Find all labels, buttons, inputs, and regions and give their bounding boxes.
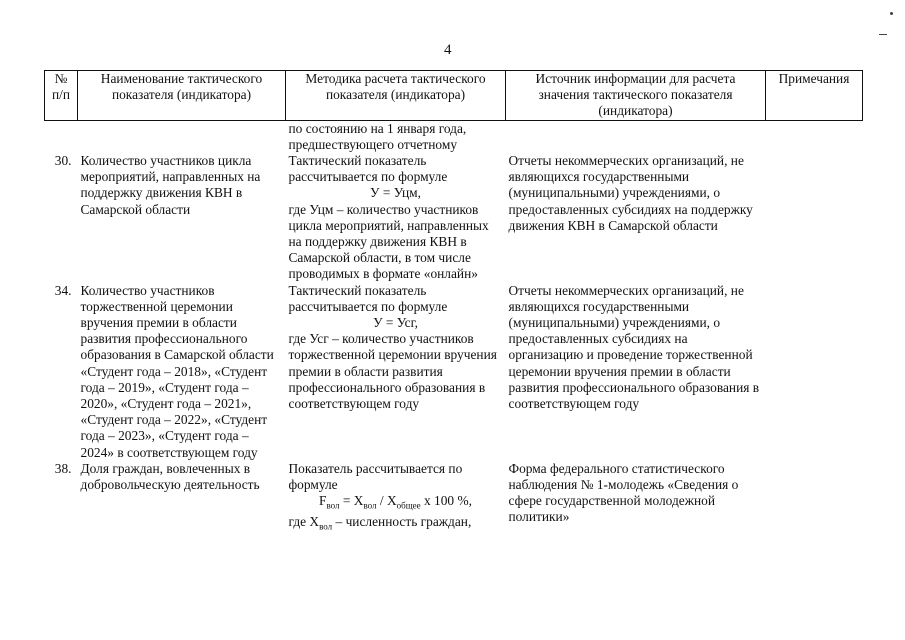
method-where: где Уцм – количество участников цикла мероприятий, направленных на поддержку движения КВН в Самарской области, в том числе проводимых в формате «онлайн»	[288, 201, 489, 282]
method-cell	[286, 153, 506, 283]
header-name: Наименование тактического показателя (индикатора)	[78, 71, 286, 121]
method-where: где Усг – количество участников торжественной церемонии вручения премии в области развития профессионального образования в соответствующем году	[288, 331, 497, 412]
method-intro: Тактический показатель рассчитывается по формуле	[288, 153, 448, 185]
header-notes: Примечания	[766, 71, 863, 121]
note-cell	[766, 283, 863, 461]
header-num: № п/п	[45, 71, 78, 121]
formula: У = Усг,	[373, 315, 418, 331]
scan-artifact-dot	[890, 12, 893, 15]
formula: У = Уцм,	[369, 185, 422, 201]
continuation-method: по состоянию на 1 января года, предшествующего отчетному	[288, 120, 467, 152]
indicator-name: Доля граждан, вовлеченных в добровольческую деятельность	[80, 460, 260, 493]
source-cell: Отчеты некоммерческих организаций, не являющихся государственными (муниципальными) учреждениями, о предоставленных субсидиях на организацию и проведение торжественной церемонии вручения премии в области развития профессионального образования в соответствующем году	[508, 282, 760, 412]
source-cell: Отчеты некоммерческих организаций, не являющихся государственными (муниципальными) учреждениями, о предоставленных субсидиях на поддержку движения КВН в Самарской области	[508, 153, 753, 233]
indicator-name: Количество участников торжественной церемонии вручения премии в области развития профессионального образования в Самарской области «Студент года – 2018», «Студент года – 2019», «Студент года – 2020», «Студент года – 2021», «Студент года – 2022», «Студент года – 2023», «Студент года – 2024» в соответствующем году	[80, 282, 274, 460]
method-intro: Тактический показатель рассчитывается по формуле	[288, 282, 448, 314]
method-cell	[286, 461, 506, 535]
note-cell	[766, 153, 863, 283]
table-row	[45, 153, 863, 283]
page-number: 4	[444, 42, 452, 58]
note-cell	[766, 461, 863, 535]
row-number: 34.	[54, 282, 72, 298]
table-header-row	[45, 71, 863, 121]
indicators-table	[44, 70, 863, 535]
header-source: Источник информации для расчета значения тактического показателя (индикатора)	[506, 71, 766, 121]
table-row	[45, 283, 863, 461]
header-method: Методика расчета тактического показателя (индикатора)	[286, 71, 506, 121]
method-cell	[286, 283, 506, 461]
indicator-name: Количество участников цикла мероприятий, направленных на поддержку движения КВН в Самарской области	[80, 153, 261, 217]
table-row-continuation	[45, 120, 863, 153]
method-intro: Показатель рассчитывается по формуле	[288, 460, 463, 493]
method-where: где $X_{вол}$ – численность граждан,	[288, 514, 472, 532]
row-number: 30.	[54, 153, 72, 169]
source-cell: Форма федерального статистического наблюдения № 1-молодежь «Сведения о сфере государственной молодежной политики»	[508, 460, 739, 525]
row-number: 38.	[54, 460, 72, 476]
formula: $F_{вол} = X_{вол} / X_{общее}$ x 100 %,	[319, 493, 472, 511]
table-row	[45, 461, 863, 535]
scan-artifact-dash	[879, 34, 887, 35]
